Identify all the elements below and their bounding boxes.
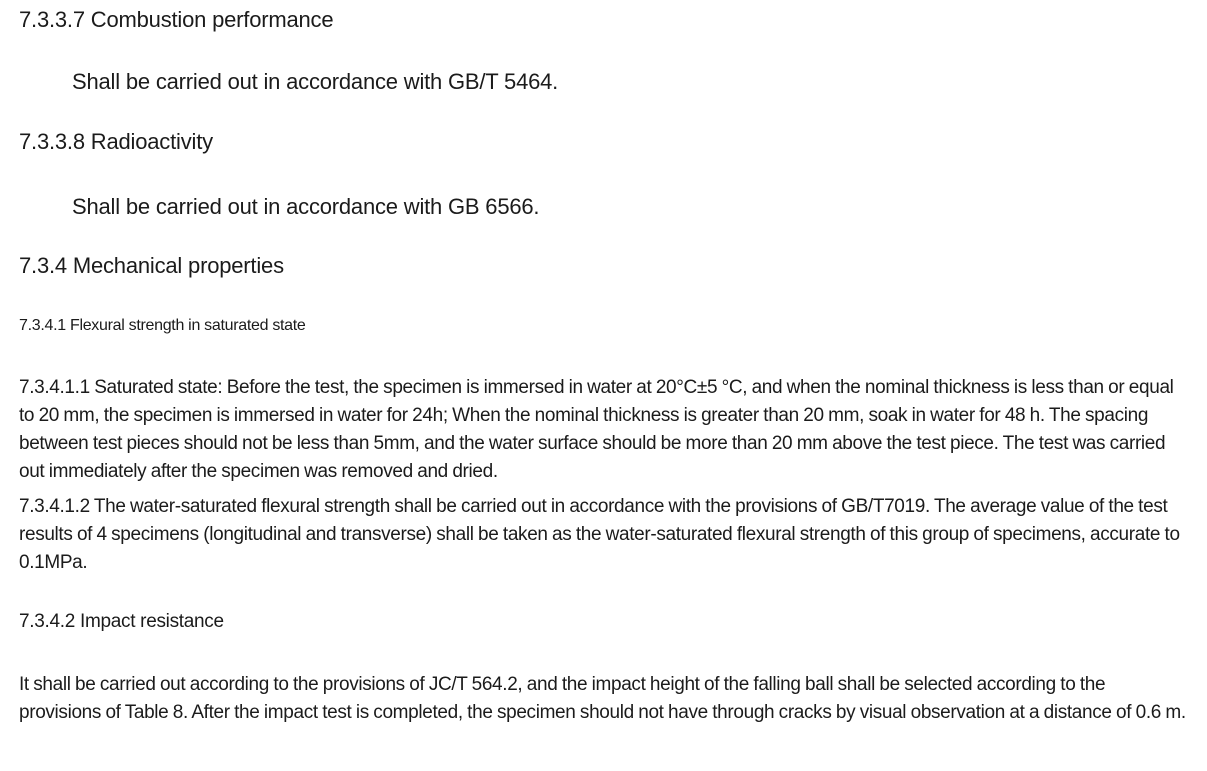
paragraph-7-3-4-1-2: 7.3.4.1.2 The water-saturated flexural strength shall be carried out in accordance with the provisions of GB/T7019. The average value of the test results of 4 specimens (longitudinal and transverse) shall be taken as the water-saturated flexural strength of this group of specimens, accurate to 0.1MPa. [19,496,1180,573]
text-7-3-3-7: Shall be carried out in accordance with GB/T 5464. [72,69,559,94]
heading-7-3-4: 7.3.4 Mechanical properties [19,253,284,278]
text-7-3-3-8: Shall be carried out in accordance with GB 6566. [72,194,540,219]
paragraph-7-3-4-1-1: 7.3.4.1.1 Saturated state: Before the test, the specimen is immersed in water at 20°C±5 °C, and when the nominal thickness is less than or equal to 20 mm, the specimen is immersed in water for 24h; When the nominal thickness is greater than 20 mm, soak in water for 48 h. The spacing between test pieces should not be less than 5mm, and the water surface should be more than 20 mm above the test piece. The test was carried out immediately after the specimen was removed and dried. [19,377,1174,482]
heading-7-3-3-8: 7.3.3.8 Radioactivity [19,129,213,154]
heading-7-3-3-7: 7.3.3.7 Combustion performance [19,7,334,32]
paragraph-7-3-4-2: It shall be carried out according to the provisions of JC/T 564.2, and the impact height of the falling ball shall be selected according to the provisions of Table 8. After the impact test is completed, the specimen should not have through cracks by visual observation at a distance of 0.6 m. [19,674,1186,723]
heading-7-3-4-1: 7.3.4.1 Flexural strength in saturated state [19,317,306,334]
heading-7-3-4-2: 7.3.4.2 Impact resistance [19,611,224,632]
